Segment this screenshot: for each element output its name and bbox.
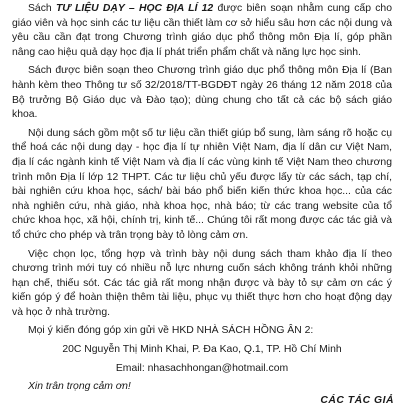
paragraph-curriculum: Sách được biên soạn theo Chương trình giáo dục phổ thông môn Địa lí (Ban hành kèm theo Thông tư số 32/2018/TT-BGDĐT ngày 26 tháng 12 năm 2018 của Bộ trưởng Bộ Giáo dục và Đào tạo); dùng chung cho tất cả các bộ sách giáo khoa. <box>12 65 392 121</box>
intro-rest: được biên soạn nhằm cung cấp cho giáo viên và học sinh các tư liệu cần thiết làm cơ sở hiểu sâu hơn các nội dung và yêu cầu cần đạt trong Chương trình giáo dục phổ thông môn Địa lí, góp phần nâng cao hiệu quả dạy học địa lí phát triển phẩm chất và năng lực học sinh. <box>12 3 392 58</box>
closing-thanks: Xin trân trọng cảm ơn! <box>28 381 131 393</box>
contact-email: Email: nhasachhongan@hotmail.com <box>115 362 289 374</box>
signature-authors: CÁC TÁC GIẢ <box>320 395 394 406</box>
contact-intro: Mọi ý kiến đóng góp xin gửi về HKD NHÀ SÁCH HỒNG ÂN 2: <box>28 325 314 337</box>
intro-paragraph <box>12 2 392 60</box>
contact-address: 20C Nguyễn Thị Minh Khai, P. Đa Kao, Q.1, TP. Hồ Chí Minh <box>62 344 342 356</box>
paragraph-content: Nội dung sách gồm một số tư liệu cần thiết giúp bổ sung, làm sáng rõ hoặc cụ thể hoá các nội dung dạy - học địa lí tự nhiên Việt Nam, địa lí dân cư Việt Nam, địa lí các ngành kinh tế Việt Nam và địa lí các vùng kinh tế Việt Nam theo chương trình môn Địa lí lớp 12 THPT. Các tư liệu chủ yếu được lấy từ các sách, tạp chí, bài nghiên cứu khoa học, sách/ bài báo phổ biến kiến thức khoa học... của các nhà nghiên cứu, nhà giáo, nhà khoa học, nhà báo; từ các trang website của tổ chức khoa học, xã hội, chính trị, kinh tế... Chúng tôi rất mong được các tác giả và tổ chức cho phép và trân trọng bày tỏ lòng cảm ơn. <box>12 127 392 241</box>
intro-lead: Sách <box>28 3 56 14</box>
paragraph-feedback: Việc chọn lọc, tổng hợp và trình bày nội dung sách tham khảo địa lí theo chương trình mới tuy có nhiều nỗ lực nhưng cuốn sách không tránh khỏi những hạn chế, thiếu sót. Các tác giả rất mong nhận được và bày tỏ sự cảm ơn các ý kiến góp ý để hoàn thiện thêm tài liệu, phục vụ thiết thực hơn cho hoạt động dạy và học ở nhà trường. <box>12 248 392 318</box>
book-title: TƯ LIỆU DẠY – HỌC ĐỊA LÍ 12 <box>55 3 214 14</box>
